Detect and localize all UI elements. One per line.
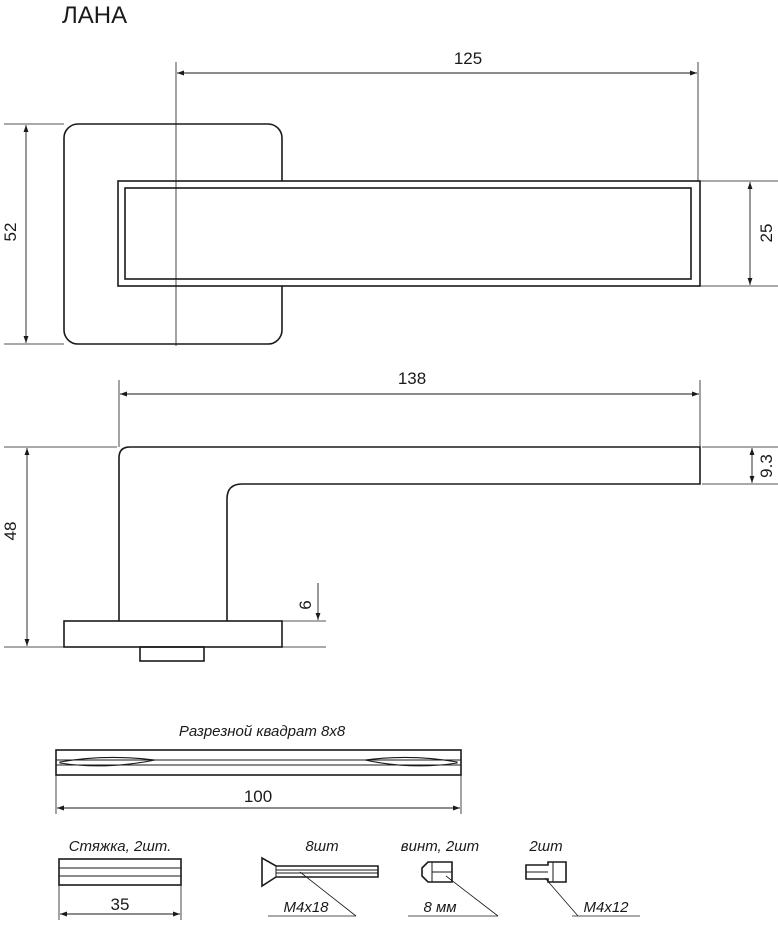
- side-view: [1, 369, 778, 661]
- dim-25: 25: [757, 223, 776, 243]
- lever-profile: [119, 447, 700, 621]
- small-leader: [545, 878, 578, 916]
- dim-52: 52: [1, 222, 20, 242]
- top-view: [1, 49, 778, 346]
- drawing-title: ЛАНА: [62, 2, 128, 29]
- bolt-m4x18: [262, 858, 378, 886]
- spindle-label: Разрезной квадрат 8х8: [178, 723, 346, 740]
- dim-35: 35: [110, 895, 130, 914]
- dim-125: 125: [453, 49, 483, 68]
- split-spindle: [56, 750, 461, 775]
- small-count: 2шт: [529, 838, 563, 855]
- dim-48: 48: [1, 521, 20, 541]
- dim-9-3: 9.3: [757, 454, 776, 478]
- bolt-count: 8шт: [305, 838, 339, 855]
- rose-plate-side: [64, 621, 282, 647]
- screw-label: винт, 2шт: [400, 838, 480, 855]
- dim-100: 100: [243, 787, 273, 806]
- tie-rod: [59, 859, 181, 885]
- small-spec: М4х12: [583, 899, 629, 916]
- screw-spec: 8 мм: [423, 899, 457, 916]
- parts-view: [59, 838, 640, 920]
- dim-6: 6: [296, 600, 315, 610]
- dim-138: 138: [397, 369, 427, 388]
- spindle-view: [56, 723, 461, 814]
- bolt-spec: М4х18: [283, 899, 329, 916]
- lever-outer: [118, 181, 700, 286]
- spindle-stub: [140, 647, 204, 661]
- tie-label: Стяжка, 2шт.: [68, 838, 172, 855]
